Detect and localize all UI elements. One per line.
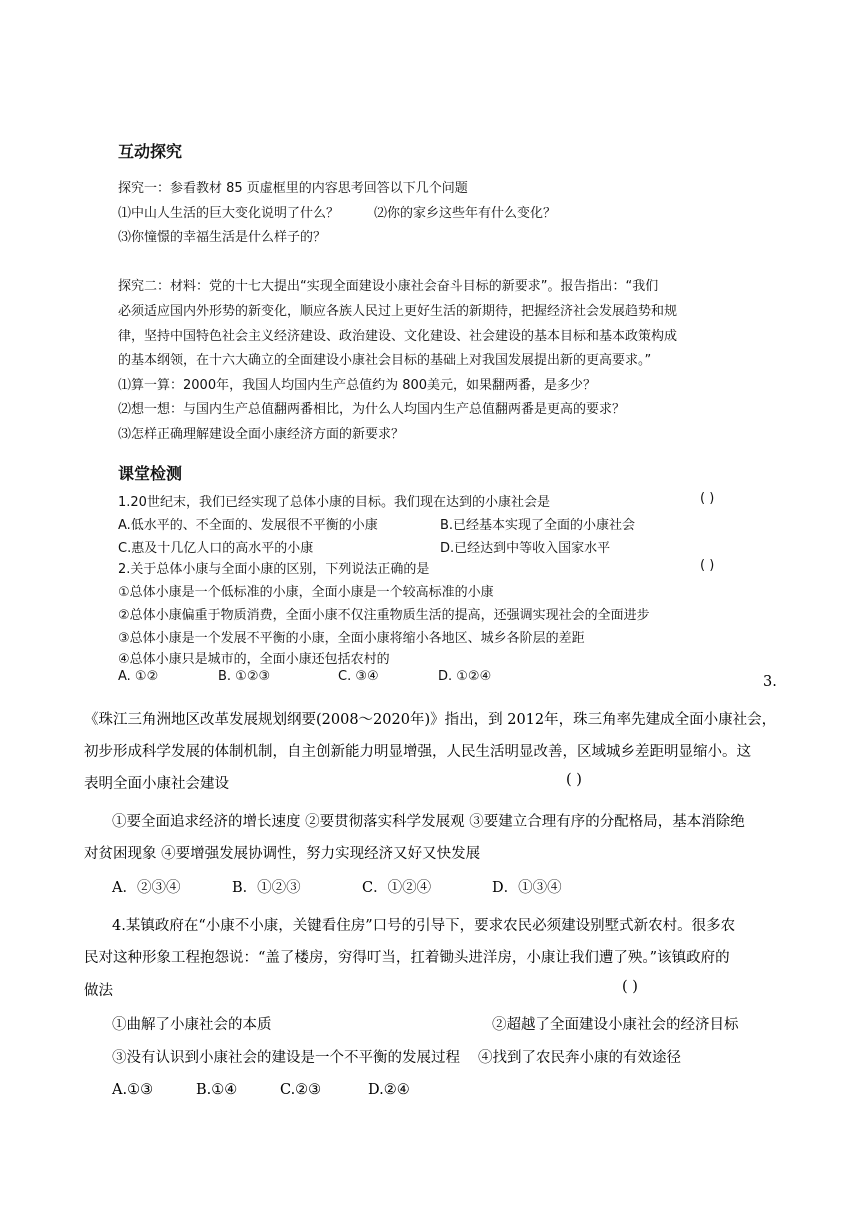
q1-option-b: B.已经基本实现了全面的小康社会 xyxy=(440,518,636,533)
q3-option-d: D．①③④ xyxy=(492,880,562,896)
q2-option-a: A. ①② xyxy=(118,669,159,684)
q2-answer-paren: ( ) xyxy=(700,558,715,573)
q2-option-d: D. ①②④ xyxy=(438,669,492,684)
section-heading-classroom-test: 课堂检测 xyxy=(118,464,183,483)
inquiry2-question-3: ⑶怎样正确理解建设全面小康经济方面的新要求？ xyxy=(118,427,405,442)
inquiry1-question-2: ⑵你的家乡这些年有什么变化？ xyxy=(374,206,557,221)
q3-option-b: B．①②③ xyxy=(232,880,301,896)
q2-option-b: B. ①②③ xyxy=(218,669,271,684)
q3-line-1: 《珠江三角洲地区改革发展规划纲要(2008～2020年)》指出，到 2012年，珠三角率先建成全面小康社会， xyxy=(84,712,777,728)
q3-statements-line-1: ①要全面追求经济的增长速度 ②要贯彻落实科学发展观 ③要建立合理有序的分配格局，基本消除绝 xyxy=(112,814,745,830)
inquiry2-question-1: ⑴算一算：2000年，我国人均国内生产总值约为 800美元，如果翻两番，是多少？ xyxy=(118,378,597,393)
q1-stem: 1.20世纪末，我们已经实现了总体小康的目标。我们现在达到的小康社会是 xyxy=(118,495,550,510)
q4-statement-4: ④找到了农民奔小康的有效途径 xyxy=(478,1050,681,1066)
q4-statement-1: ①曲解了小康社会的本质 xyxy=(112,1017,272,1033)
q4-line-2: 民对这种形象工程抱怨说：“盖了楼房，穷得叮当，扛着锄头进洋房，小康让我们遭了殃。”该镇政府的 xyxy=(84,950,730,966)
inquiry2-material-line-4: 的基本纲领，在十六大确立的全面建设小康社会目标的基础上对我国发展提出新的更高要求。” xyxy=(118,353,652,368)
inquiry2-material-line-3: 律，坚持中国特色社会主义经济建设、政治建设、文化建设、社会建设的基本目标和基本政策构成 xyxy=(118,329,678,344)
q2-stem: 2.关于总体小康与全面小康的区别，下列说法正确的是 xyxy=(118,562,430,577)
q1-option-d: D.已经达到中等收入国家水平 xyxy=(440,541,611,556)
q2-option-c: C. ③④ xyxy=(338,669,379,684)
q3-option-c: C．①②④ xyxy=(362,880,432,896)
q4-option-a: A.①③ xyxy=(112,1082,154,1098)
q1-answer-paren: ( ) xyxy=(700,491,715,506)
q3-line-3: 表明全面小康社会建设 xyxy=(84,776,229,792)
q3-number: 3. xyxy=(763,674,777,690)
q3-option-a: A．②③④ xyxy=(112,880,181,896)
q4-option-d: D.②④ xyxy=(368,1082,410,1098)
inquiry2-material-line-2: 必须适应国内外形势的新变化，顺应各族人民过上更好生活的新期待，把握经济社会发展趋势和规 xyxy=(118,304,678,319)
q1-option-a: A.低水平的、不全面的、发展很不平衡的小康 xyxy=(118,518,378,533)
section-heading-interactive: 互动探究 xyxy=(118,142,183,161)
q3-statements-line-2: 对贫困现象 ④要增强发展协调性，努力实现经济又好又快发展 xyxy=(84,846,481,862)
q4-statement-3: ③没有认识到小康社会的建设是一个不平衡的发展过程 xyxy=(112,1050,460,1066)
q2-statement-3: ③总体小康是一个发展不平衡的小康，全面小康将缩小各地区、城乡各阶层的差距 xyxy=(118,631,585,646)
q4-line-3: 做法 xyxy=(84,983,113,999)
inquiry2-material-line-1: 探究二：材料：党的十七大提出“实现全面建设小康社会奋斗目标的新要求”。报告指出：“我们 xyxy=(118,279,659,294)
q1-option-c: C.惠及十几亿人口的高水平的小康 xyxy=(118,541,314,556)
inquiry2-question-2: ⑵想一想：与国内生产总值翻两番相比，为什么人均国内生产总值翻两番是更高的要求？ xyxy=(118,402,626,417)
q2-statement-2: ②总体小康偏重于物质消费，全面小康不仅注重物质生活的提高，还强调实现社会的全面进步 xyxy=(118,608,650,623)
q4-line-1: 4.某镇政府在“小康不小康，关键看住房”口号的引导下，要求农民必须建设别墅式新农村。很多农 xyxy=(112,918,736,934)
q4-option-b: B.①④ xyxy=(196,1082,238,1098)
q4-option-c: C.②③ xyxy=(280,1082,322,1098)
q3-answer-paren: ( ) xyxy=(566,772,582,788)
q4-answer-paren: ( ) xyxy=(622,979,638,995)
q4-statement-2: ②超越了全面建设小康社会的经济目标 xyxy=(492,1017,739,1033)
inquiry1-title: 探究一：参看教材 85 页虚框里的内容思考回答以下几个问题 xyxy=(118,181,468,196)
q3-line-2: 初步形成科学发展的体制机制，自主创新能力明显增强，人民生活明显改善，区域城乡差距明显缩小。这 xyxy=(84,744,751,760)
inquiry1-question-1: ⑴中山人生活的巨大变化说明了什么？ xyxy=(118,206,340,221)
q2-statement-4: ④总体小康只是城市的，全面小康还包括农村的 xyxy=(118,652,390,667)
q2-statement-1: ①总体小康是一个低标准的小康，全面小康是一个较高标准的小康 xyxy=(118,585,494,600)
inquiry1-question-3: ⑶你憧憬的幸福生活是什么样子的？ xyxy=(118,230,327,245)
